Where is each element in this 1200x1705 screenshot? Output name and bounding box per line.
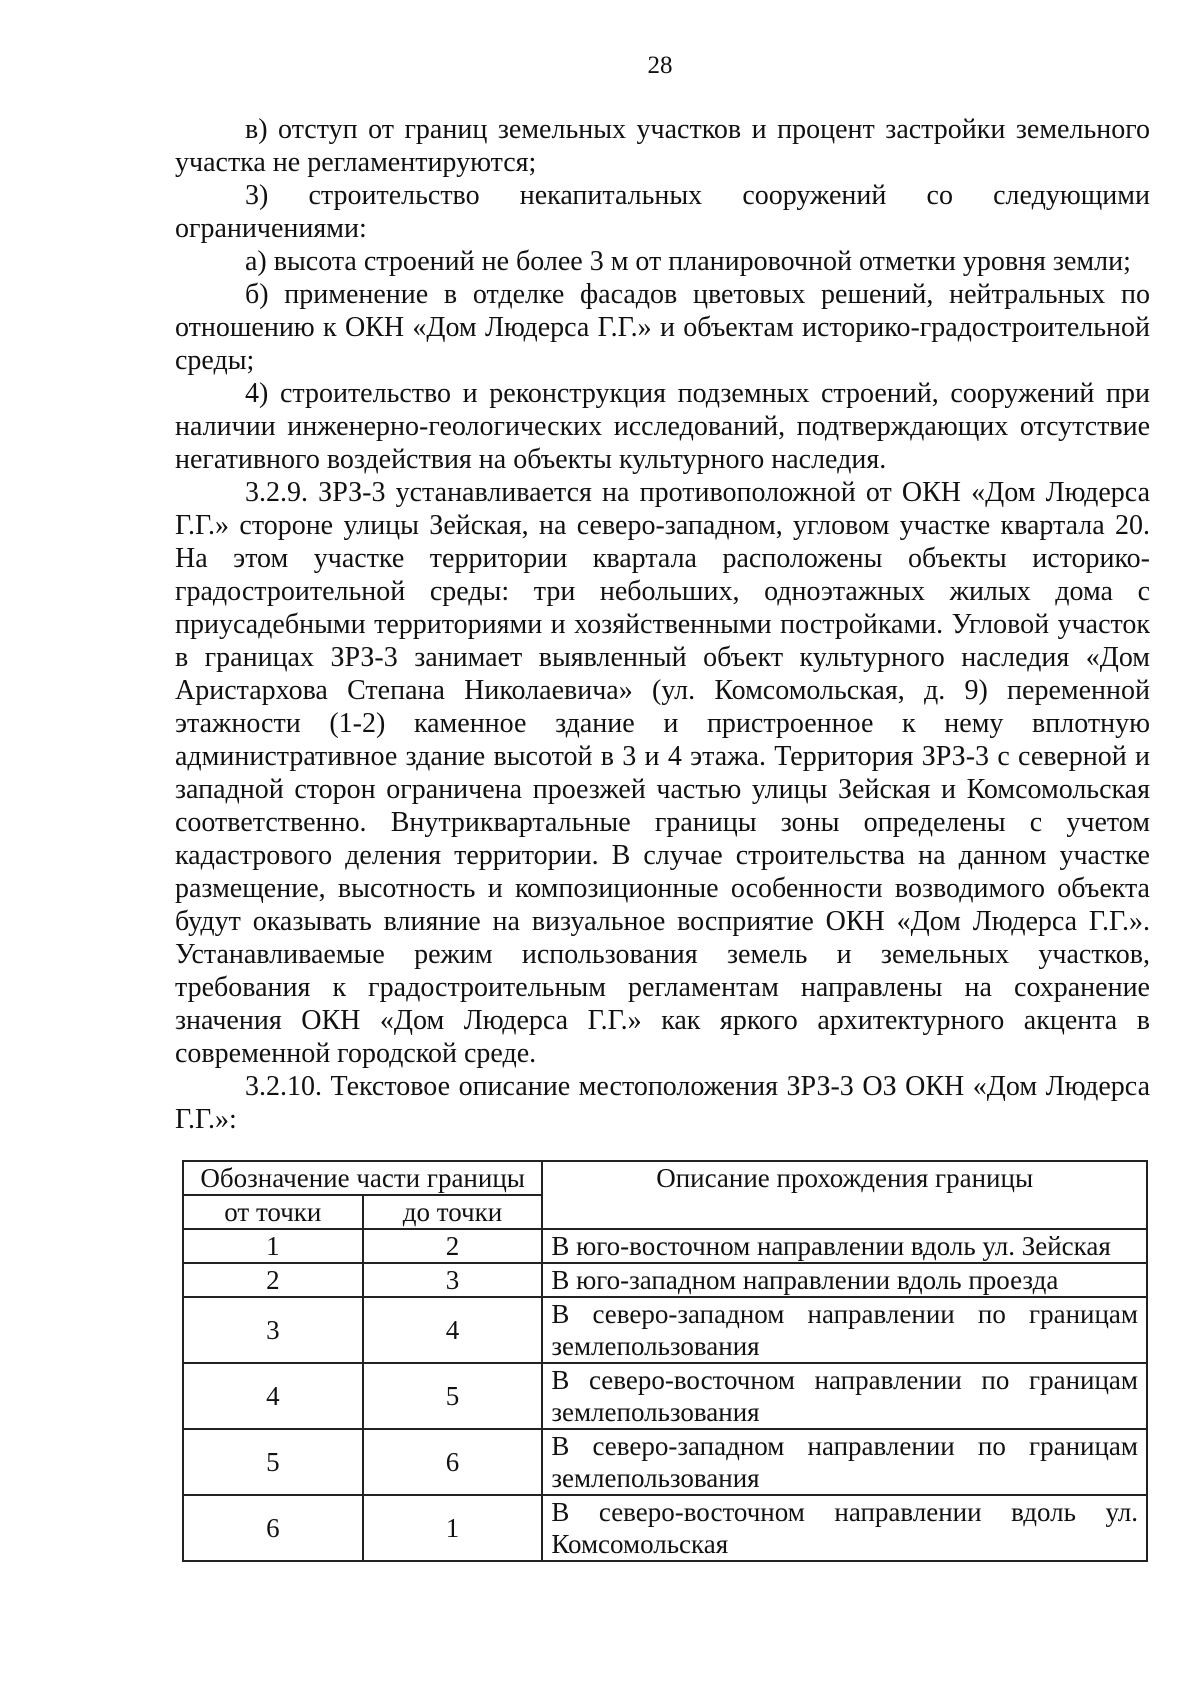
header-to-point: до точки bbox=[363, 1195, 543, 1229]
paragraph-underground-construction: 4) строительство и реконструкция подземных строений, сооружений при наличии инженерно-геологических исследований, подтверждающих отсутствие негативного воздействия на объекты культурного наследия. bbox=[175, 378, 1150, 475]
paragraph-temporary-structures: 3) строительство некапитальных сооружений со следующими ограничениями: bbox=[175, 180, 1150, 244]
cell-to-point: 2 bbox=[363, 1229, 543, 1263]
page-number: 28 bbox=[647, 52, 673, 79]
table-header-row bbox=[183, 1161, 1147, 1195]
document-body bbox=[175, 113, 1150, 1136]
cell-to-point: 1 bbox=[363, 1495, 543, 1561]
table-row bbox=[183, 1495, 1147, 1561]
table-row bbox=[183, 1263, 1147, 1297]
cell-from-point: 6 bbox=[183, 1495, 363, 1561]
cell-description: В северо-западном направлении по границам землепользования bbox=[542, 1297, 1147, 1363]
cell-to-point: 4 bbox=[363, 1297, 543, 1363]
paragraph-facade-colors: б) применение в отделке фасадов цветовых решений, нейтральных по отношению к ОКН «Дом Людерса Г.Г.» и объектам историко-градостроительной среды; bbox=[175, 279, 1150, 376]
cell-from-point: 3 bbox=[183, 1297, 363, 1363]
paragraph-setback: в) отступ от границ земельных участков и процент застройки земельного участка не регламентируются; bbox=[175, 114, 1150, 178]
cell-description: В юго-восточном направлении вдоль ул. Зейская bbox=[542, 1229, 1147, 1263]
table-row bbox=[183, 1229, 1147, 1263]
paragraph-section-3-2-9: 3.2.9. ЗРЗ-3 устанавливается на противоположной от ОКН «Дом Людерса Г.Г.» стороне улицы Зейская, на северо-западном, угловом участке квартала 20. На этом участке территории квартала расположены объекты историко-градостроительной среды: три небольших, одноэтажных жилых дома с приусадебными территориями и хозяйственными постройками. Угловой участок в границах ЗРЗ-3 занимает выявленный объект культурного наследия «Дом Аристархова Степана Николаевича» (ул. Комсомольская, д. 9) переменной этажности (1-2) каменное здание и пристроенное к нему вплотную административное здание высотой в 3 и 4 этажа. Территория ЗРЗ-3 с северной и западной сторон ограничена проезжей частью улицы Зейская и Комсомольская соответственно. Внутриквартальные границы зоны определены с учетом кадастрового деления территории. В случае строительства на данном участке размещение, высотность и композиционные особенности возводимого объекта будут оказывать влияние на визуальное восприятие ОКН «Дом Людерса Г.Г.». Устанавливаемые режим использования земель и земельных участков, требования к градостроительным регламентам направлены на сохранение значения ОКН «Дом Людерса Г.Г.» как яркого архитектурного акцента в современной городской среде. bbox=[175, 477, 1150, 1069]
cell-from-point: 1 bbox=[183, 1229, 363, 1263]
cell-to-point: 5 bbox=[363, 1363, 543, 1429]
table-row bbox=[183, 1297, 1147, 1363]
header-from-point: от точки bbox=[183, 1195, 363, 1229]
paragraph-height-limit: а) высота строений не более 3 м от планировочной отметки уровня земли; bbox=[245, 246, 1131, 277]
table-row bbox=[183, 1363, 1147, 1429]
cell-to-point: 3 bbox=[363, 1263, 543, 1297]
cell-description: В северо-западном направлении по границам землепользования bbox=[542, 1429, 1147, 1495]
boundary-description-table bbox=[182, 1160, 1148, 1562]
cell-to-point: 6 bbox=[363, 1429, 543, 1495]
cell-from-point: 4 bbox=[183, 1363, 363, 1429]
header-boundary-description: Описание прохождения границы bbox=[542, 1161, 1147, 1229]
cell-description: В северо-восточном направлении по границам землепользования bbox=[542, 1363, 1147, 1429]
cell-from-point: 2 bbox=[183, 1263, 363, 1297]
paragraph-section-3-2-10: 3.2.10. Текстовое описание местоположения ЗРЗ-3 ОЗ ОКН «Дом Людерса Г.Г.»: bbox=[175, 1071, 1150, 1135]
table-row bbox=[183, 1429, 1147, 1495]
cell-description: В юго-западном направлении вдоль проезда bbox=[542, 1263, 1147, 1297]
cell-from-point: 5 bbox=[183, 1429, 363, 1495]
cell-description: В северо-восточном направлении вдоль ул. Комсомольская bbox=[542, 1495, 1147, 1561]
header-boundary-part: Обозначение части границы bbox=[183, 1161, 542, 1195]
